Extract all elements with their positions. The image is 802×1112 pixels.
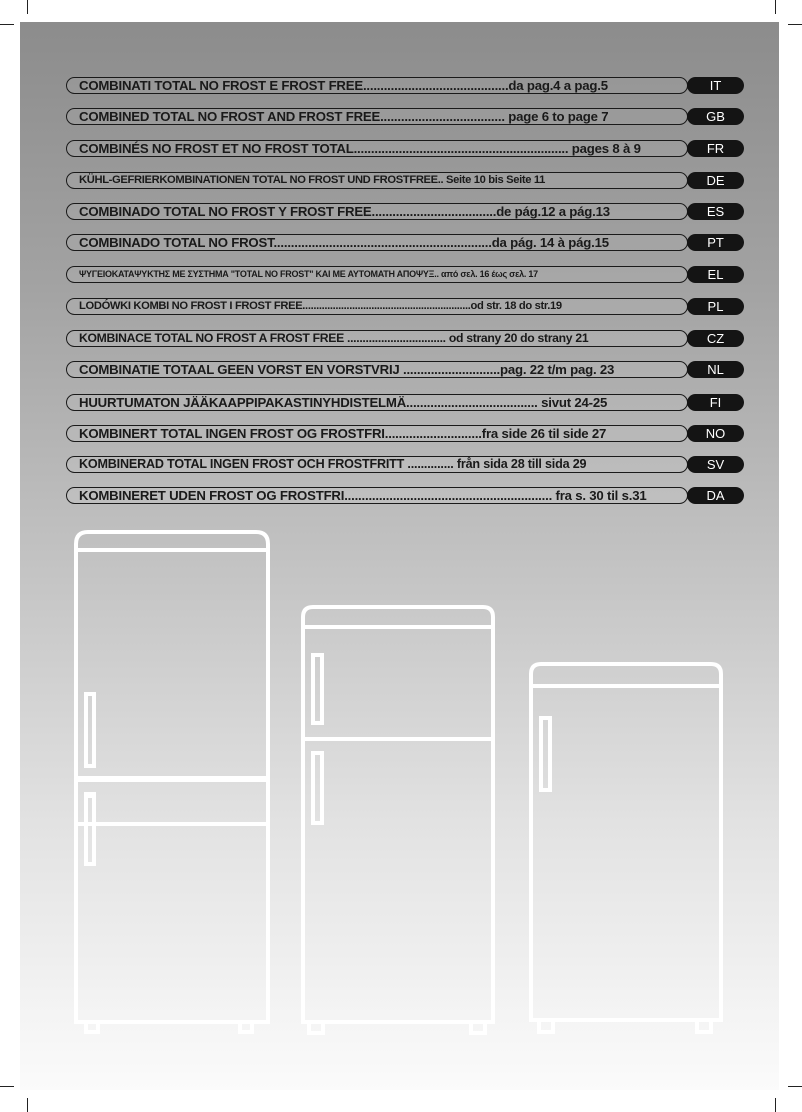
language-code-badge: CZ xyxy=(687,330,744,347)
language-code-badge: FR xyxy=(687,140,744,157)
language-code-badge: FI xyxy=(687,394,744,411)
language-code-badge: IT xyxy=(687,77,744,94)
index-row-nl[interactable] xyxy=(66,361,744,378)
language-code-badge: PT xyxy=(687,234,744,251)
language-code-badge: NO xyxy=(687,425,744,442)
crop-mark xyxy=(788,24,802,25)
crop-mark xyxy=(27,1098,28,1112)
index-row-de[interactable] xyxy=(66,172,744,189)
row-title: KOMBINERT TOTAL INGEN FROST OG FROSTFRI............................fra side 26 til side 27 xyxy=(79,426,607,441)
row-title: ΨΥΓΕΙΟΚΑΤΑΨΥΚΤΗΣ ΜΕ ΣΥΣΤΗΜΑ "TOTAL NO FROST" ΚΑΙ ΜΕ ΑΥΤΟΜΑΤΗ ΑΠΟΨΥΞ.. από σελ. 16 έως σελ. 17 xyxy=(79,269,538,279)
row-title: COMBINÉS NO FROST ET NO FROST TOTAL.............................................................. pages 8 à 9 xyxy=(79,141,641,156)
index-row-da[interactable] xyxy=(66,487,744,504)
crop-mark xyxy=(0,24,14,25)
row-title: LODÓWKI KOMBI NO FROST I FROST FREE.............................................................od str. 18 do str.19 xyxy=(79,300,562,312)
index-row-el[interactable] xyxy=(66,266,744,283)
row-title: COMBINATI TOTAL NO FROST E FROST FREE..........................................da pag.4 a pag.5 xyxy=(79,78,608,93)
row-title: COMBINADO TOTAL NO FROST...............................................................da pág. 14 à pág.15 xyxy=(79,235,609,250)
single-door-fridge-icon xyxy=(527,660,725,1040)
row-title: COMBINED TOTAL NO FROST AND FROST FREE.................................... page 6 to page 7 xyxy=(79,109,609,124)
language-code-badge: SV xyxy=(687,456,744,473)
crop-mark xyxy=(27,0,28,14)
index-row-no[interactable] xyxy=(66,425,744,442)
row-title: KOMBINERAD TOTAL INGEN FROST OCH FROSTFRITT .............. från sida 28 till sida 29 xyxy=(79,457,587,471)
row-title: KOMBINERET UDEN FROST OG FROSTFRI............................................................ fra s. 30 til s.31 xyxy=(79,488,647,503)
index-row-pl[interactable] xyxy=(66,298,744,315)
language-code-badge: DE xyxy=(687,172,744,189)
index-row-es[interactable] xyxy=(66,203,744,220)
index-row-fr[interactable] xyxy=(66,140,744,157)
language-code-badge: PL xyxy=(687,298,744,315)
language-code-badge: ES xyxy=(687,203,744,220)
row-title: KÜHL-GEFRIERKOMBINATIONEN TOTAL NO FROST UND FROSTFREE.. Seite 10 bis Seite 11 xyxy=(79,174,546,186)
index-row-fi[interactable] xyxy=(66,394,744,411)
crop-mark xyxy=(775,1098,776,1112)
index-row-cz[interactable] xyxy=(66,330,744,347)
language-code-badge: NL xyxy=(687,361,744,378)
crop-mark xyxy=(775,0,776,14)
fridge-freezer-top-icon xyxy=(299,603,497,1040)
language-code-badge: DA xyxy=(687,487,744,504)
index-row-it[interactable] xyxy=(66,77,744,94)
crop-mark xyxy=(788,1086,802,1087)
language-code-badge: EL xyxy=(687,266,744,283)
row-title: KOMBINACE TOTAL NO FROST A FROST FREE ................................ od strany 20 do strany 21 xyxy=(79,331,589,345)
language-code-badge: GB xyxy=(687,108,744,125)
row-title: HUURTUMATON JÄÄKAAPPIPAKASTINYHDISTELMÄ...................................... sivut 24-25 xyxy=(79,395,608,410)
index-row-sv[interactable] xyxy=(66,456,744,473)
index-row-gb[interactable] xyxy=(66,108,744,125)
row-title: COMBINADO TOTAL NO FROST Y FROST FREE....................................de pág.12 a pág.13 xyxy=(79,204,610,219)
index-row-pt[interactable] xyxy=(66,234,744,251)
fridge-freezer-bottom-body-icon xyxy=(72,778,272,1040)
crop-mark xyxy=(0,1086,14,1087)
row-title: COMBINATIE TOTAAL GEEN VORST EN VORSTVRIJ ............................pag. 22 t/m pag. 23 xyxy=(79,362,615,377)
